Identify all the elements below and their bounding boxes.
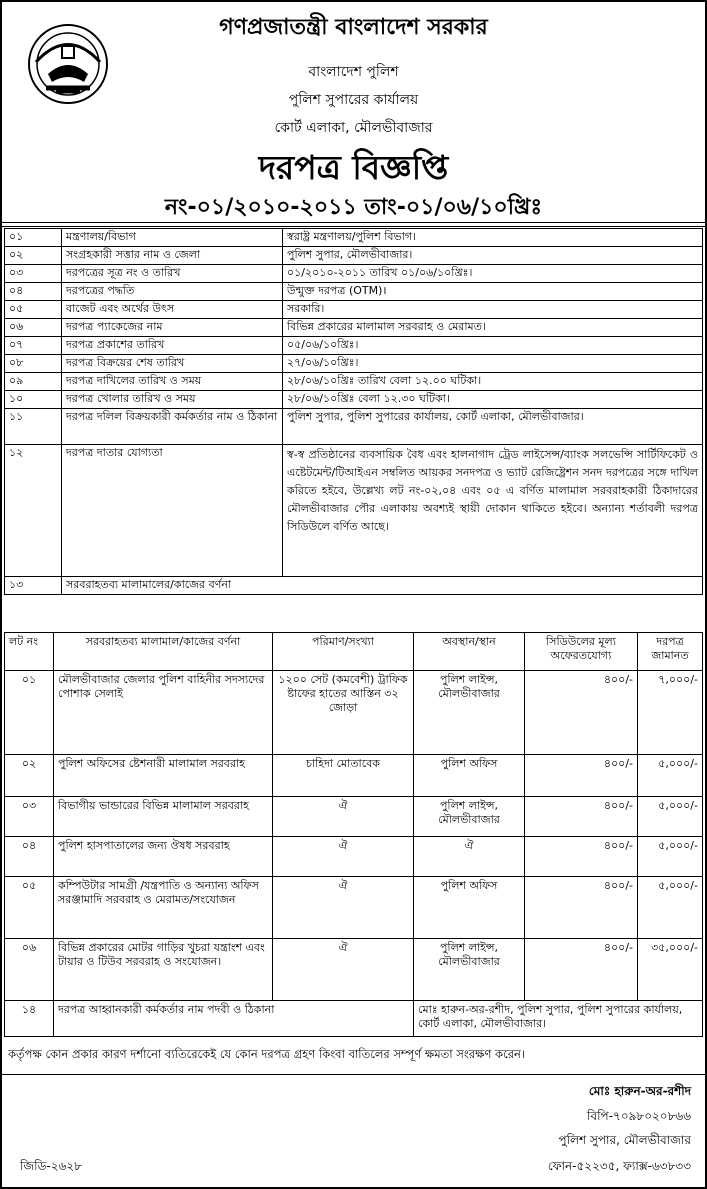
lot-price: ৪০০/-	[525, 671, 638, 755]
info-value: ২৭/০৬/১০খ্রিঃ।	[283, 355, 703, 373]
info-row	[5, 409, 703, 445]
col-header: লট নং	[5, 633, 54, 671]
lot-price: ৪০০/-	[525, 755, 638, 797]
info-label: দরপত্র দলিল বিক্রয়কারী কর্মকর্তার নাম ও ঠিকানা	[62, 409, 283, 445]
info-value: স্ব-স্ব প্রতিষ্ঠানের ব্যবসায়িক বৈধ এবং হালনাগাদ ট্রেড লাইসেন্স/ব্যাংক সলভেন্সি সার্টিফিকেট ও এষ্টেটমেন্ট/টিআইএন সম্বলিত আয়কর সনদপত্র ও ভ্যাট রেজিষ্ট্রেশন সনদ দরপত্রের সঙ্গে দাখিল করিতে হইবে, উল্লেখ্য লট নং-০২,০৪ এবং ০৫ এ বর্ণিত মালামাল সরবরাহকারী ঠিকাদারের মৌলভীবাজার পৌর এলাকায় অবশ্যই স্থায়ী দোকান থাকিতে হইবে। অন্যান্য শর্তাবলী দরপত্র সিডিউলে বর্ণিত আছে।	[283, 445, 703, 577]
info-value: ২৮/০৬/১০খ্রিঃ বেলা ১২.৩০ ঘটিকা।	[283, 391, 703, 409]
info-value: ০৫/০৬/১০খ্রিঃ।	[283, 337, 703, 355]
lot-deposit: ৫,০০০/-	[638, 877, 703, 939]
issuer-value: মোঃ হারুন-অর-রশীদ, পুলিশ সুপার, পুলিশ সুপারের কার্যালয়, কোর্ট এলাকা, মৌলভীবাজার।	[414, 1001, 703, 1037]
info-label: দরপত্র বিক্রয়ের শেষ তারিখ	[62, 355, 283, 373]
lot-desc: পুলিশ হাসপাতালের জন্য ঔষধ সরবরাহ	[54, 837, 273, 877]
lot-desc: পুলিশ অফিসের ষ্টেশনারী মালামাল সরবরাহ	[54, 755, 273, 797]
info-no: ০৬	[5, 319, 62, 337]
lot-price: ৪০০/-	[525, 797, 638, 837]
info-no: ১২	[5, 445, 62, 577]
signatory-phone: ফোন-৫২২৩৫, ফ্যাক্স-৬৩৮৩৩	[547, 1159, 691, 1173]
info-row	[5, 391, 703, 409]
lot-row	[5, 755, 703, 797]
info-label: দরপত্র প্রকাশের তারিখ	[62, 337, 283, 355]
info-row	[5, 355, 703, 373]
info-row	[5, 337, 703, 355]
lot-deposit: ৩৫,০০০/-	[638, 939, 703, 1001]
lot-deposit: ৫,০০০/-	[638, 755, 703, 797]
lot-deposit: ৭,০০০/-	[638, 671, 703, 755]
header-divider	[2, 222, 705, 227]
lot-no: ০৪	[5, 837, 54, 877]
lot-deposit: ৫,০০০/-	[638, 837, 703, 877]
col-header: সিডিউলের মূল্য অফেরতযোগ্য	[525, 633, 638, 671]
department-line: বাংলাদেশ পুলিশ	[308, 64, 399, 80]
address-line: কোর্ট এলাকা, মৌলভীবাজার	[274, 120, 433, 136]
info-label: সংগ্রহকারী সত্তার নাম ও জেলা	[62, 247, 283, 265]
info-no: ০৭	[5, 337, 62, 355]
gd-code: জিডি-২৬২৮	[20, 1159, 82, 1173]
info-row	[5, 445, 703, 577]
lot-price: ৪০০/-	[525, 837, 638, 877]
lot-row	[5, 837, 703, 877]
lot-table	[4, 632, 703, 1037]
signatory-title: পুলিশ সুপার, মৌলভীবাজার	[558, 1133, 691, 1147]
lot-row	[5, 797, 703, 837]
lot-qty: ঐ	[273, 837, 414, 877]
col-header: দরপত্র জামানত	[638, 633, 703, 671]
info-no: ০২	[5, 247, 62, 265]
info-label: দরপত্রের সূত্র নং ও তারিখ	[62, 265, 283, 283]
lot-qty: ১২০০ সেট (কমবেশী) ট্রাফিক ষ্টাফের হাতের আস্তিন ৩২ জোড়া	[273, 671, 414, 755]
info-label: দরপত্র খোলার তারিখ ও সময়	[62, 391, 283, 409]
government-name: গণপ্রজাতন্ত্রী বাংলাদেশ সরকার	[219, 15, 488, 40]
info-no: ১১	[5, 409, 62, 445]
info-row	[5, 247, 703, 265]
info-value: সরকারি।	[283, 301, 703, 319]
lot-row	[5, 877, 703, 939]
lot-row	[5, 671, 703, 755]
lot-no: ০৩	[5, 797, 54, 837]
issuer-row	[5, 1001, 703, 1037]
office-line: পুলিশ সুপারের কার্যালয়	[288, 92, 419, 108]
lot-price: ৪০০/-	[525, 877, 638, 939]
lot-qty: ঐ	[273, 797, 414, 837]
info-row	[5, 319, 703, 337]
info-no: ০৫	[5, 301, 62, 319]
lot-desc: মৌলভীবাজার জেলার পুলিশ বাহিনীর সদস্যদের পোশাক সেলাই	[54, 671, 273, 755]
lot-header-row	[5, 633, 703, 671]
info-value: পুলিশ সুপার, মৌলভীবাজার।	[283, 247, 703, 265]
info-no: ০৯	[5, 373, 62, 391]
lot-no: ০১	[5, 671, 54, 755]
col-header: পরিমাণ/সংখ্যা	[273, 633, 414, 671]
info-row	[5, 265, 703, 283]
info-row	[5, 229, 703, 247]
info-no: ০৮	[5, 355, 62, 373]
issuer-no: ১৪	[5, 1001, 54, 1037]
lot-location: পুলিশ অফিস	[414, 755, 525, 797]
lot-location: পুলিশ লাইন্স, মৌলভীবাজার	[414, 797, 525, 837]
info-label: বাজেট এবং অর্থের উৎস	[62, 301, 283, 319]
lot-location: পুলিশ লাইন্স, মৌলভীবাজার	[414, 939, 525, 1001]
info-no: ০৪	[5, 283, 62, 301]
info-value: স্বরাষ্ট্র মন্ত্রণালয়/পুলিশ বিভাগ।	[283, 229, 703, 247]
tender-info-table	[4, 228, 703, 595]
lot-no: ০৬	[5, 939, 54, 1001]
signatory-bp: বিপি-৭০৯৮০২০৮৬৬	[587, 1109, 691, 1123]
lot-no: ০৫	[5, 877, 54, 939]
lot-desc: কম্পিউটার সামগ্রী /যন্ত্রপাতি ও অন্যান্য অফিস সরঞ্জামাদি সরবরাহ ও মেরামত/সংযোজন	[54, 877, 273, 939]
lot-desc: বিভাগীয় ভান্ডারের বিভিন্ন মালামাল সরবরাহ	[54, 797, 273, 837]
lot-row	[5, 939, 703, 1001]
info-no: ১৩	[5, 577, 62, 595]
lot-desc: বিভিন্ন প্রকারের মোটর গাড়ির খুচরা যন্ত্রাংশ এবং টায়ার ও টিউব সরবরাহ ও সংযোজন।	[54, 939, 273, 1001]
info-label: দরপত্র দাতার যোগ্যতা	[62, 445, 283, 577]
info-value: ২৮/০৬/১০খ্রিঃ তারিখ বেলা ১২.০০ ঘটিকা।	[283, 373, 703, 391]
info-value: উন্মুক্ত দরপত্র (OTM)।	[283, 283, 703, 301]
signatory-name: মোঃ হারুন-অর-রশীদ	[588, 1084, 691, 1098]
footer-divider	[2, 1074, 705, 1075]
lot-location: পুলিশ লাইন্স, মৌলভীবাজার	[414, 671, 525, 755]
info-label: দরপত্র দাখিলের তারিখ ও সময়	[62, 373, 283, 391]
lot-deposit: ৫,০০০/-	[638, 797, 703, 837]
authority-note: কর্তৃপক্ষ কোন প্রকার কারণ দর্শানো ব্যতিরেকেই যে কোন দরপত্র গ্রহণ কিংবা বাতিলের সম্পূর্ণ ক্ষমতা সংরক্ষণ করেন।	[8, 1047, 526, 1061]
info-no: ১০	[5, 391, 62, 409]
col-header: অবস্থান/স্থান	[414, 633, 525, 671]
info-label: মন্ত্রণালয়/বিভাগ	[62, 229, 283, 247]
lot-price: ৪০০/-	[525, 939, 638, 1001]
info-value: পুলিশ সুপার, পুলিশ সুপারের কার্যালয়, কোর্ট এলাকা, মৌলভীবাজার।	[283, 409, 703, 445]
info-row	[5, 373, 703, 391]
info-no: ০১	[5, 229, 62, 247]
lot-location: ঐ	[414, 837, 525, 877]
info-label: দরপত্রের পদ্ধতি	[62, 283, 283, 301]
lot-qty: চাহিদা মোতাবেক	[273, 755, 414, 797]
lot-qty: ঐ	[273, 939, 414, 1001]
notice-reference: নং-০১/২০১০-২০১১ তাং-০১/০৬/১০খ্রিঃ	[164, 195, 543, 220]
notice-title: দরপত্র বিজ্ঞপ্তি	[258, 148, 449, 187]
info-row	[5, 301, 703, 319]
info-value: ০১/২০১০-২০১১ তারিখ ০১/০৬/১০খ্রিঃ।	[283, 265, 703, 283]
lot-location: পুলিশ অফিস	[414, 877, 525, 939]
info-value: বিভিন্ন প্রকারের মালামাল সরবরাহ ও মেরামত।	[283, 319, 703, 337]
info-row	[5, 577, 703, 595]
lot-no: ০২	[5, 755, 54, 797]
col-header: সরবরাহতব্য মালামাল/কাজের বর্ণনা	[54, 633, 273, 671]
info-row	[5, 283, 703, 301]
issuer-label: দরপত্র আহ্বানকারী কর্মকর্তার নাম পদবী ও ঠিকানা	[54, 1001, 414, 1037]
info-label: দরপত্র প্যাকেজের নাম	[62, 319, 283, 337]
info-label: সরবরাহতব্য মালামালের/কাজের বর্ণনা	[62, 577, 703, 595]
lot-qty: ঐ	[273, 877, 414, 939]
info-no: ০৩	[5, 265, 62, 283]
